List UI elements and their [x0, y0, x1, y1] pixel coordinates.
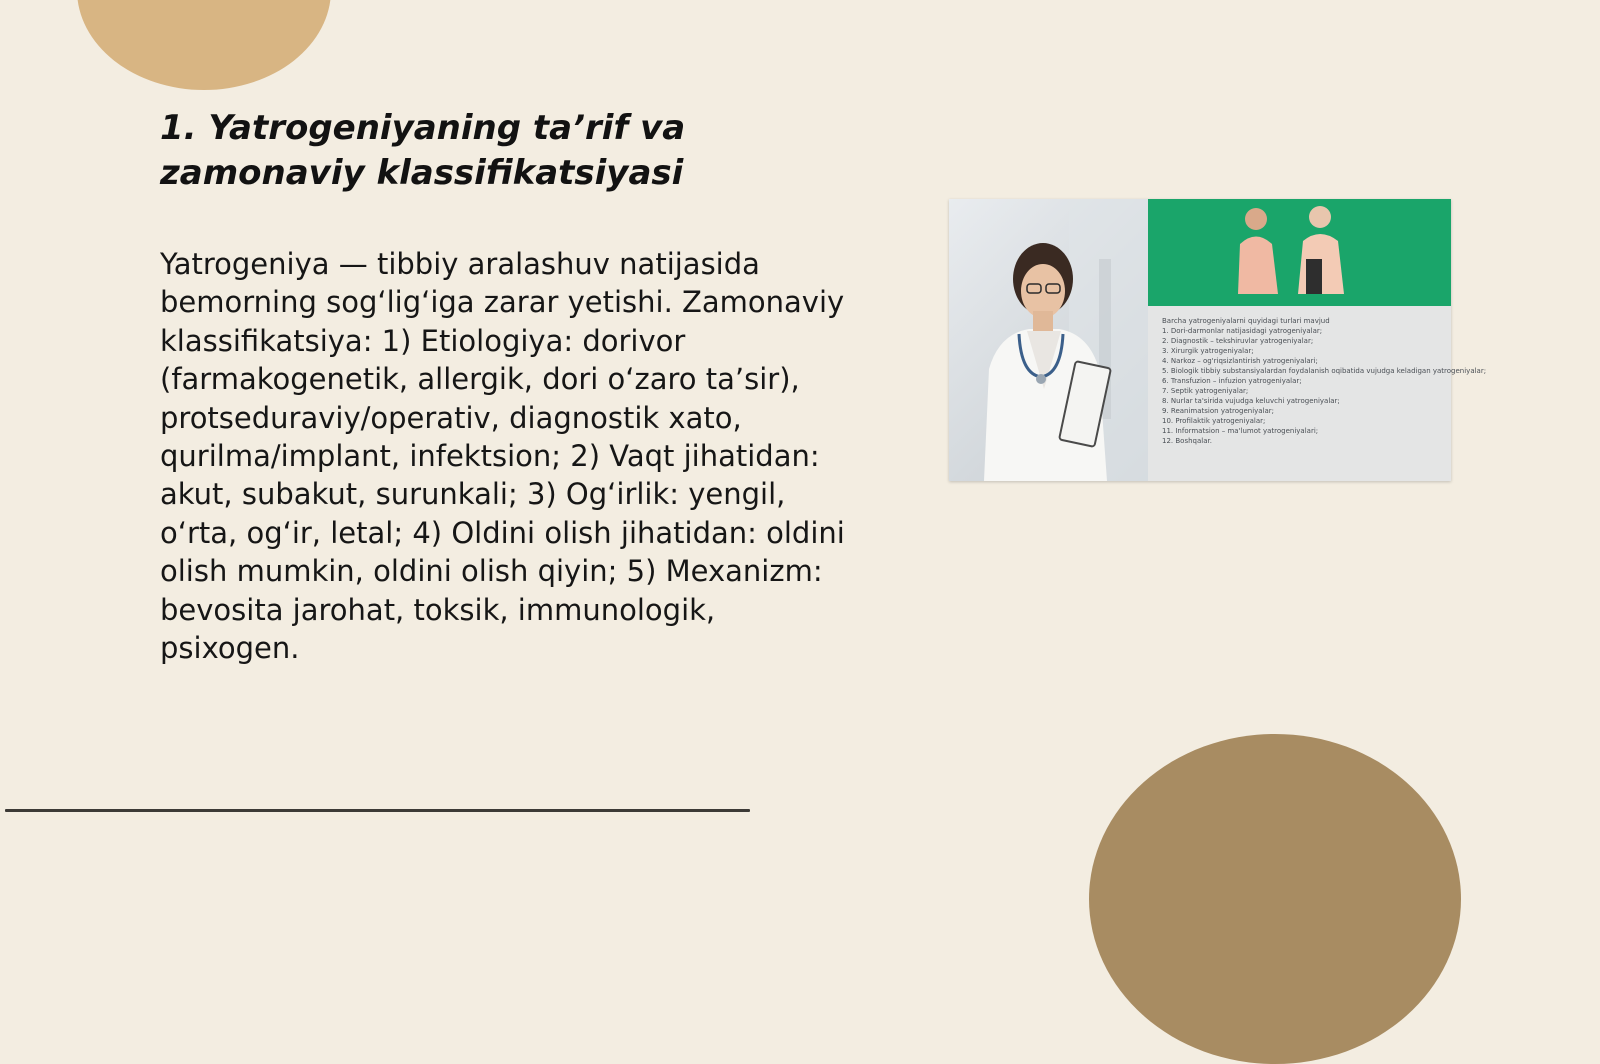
consultation-illustration — [1148, 199, 1451, 306]
figure-list — [1162, 316, 1487, 446]
slide-figure — [949, 199, 1487, 481]
list-item: 1. Dori-darmonlar natijasidagi yatrogeniyalar; — [1162, 327, 1323, 335]
list-item: 9. Reanimatsion yatrogeniyalar; — [1162, 407, 1275, 415]
divider-line — [5, 809, 750, 812]
slide-title: 1. Yatrogeniyaning ta’rif va zamonaviy klassifikatsiyasi — [160, 108, 686, 193]
decorative-circle-bottom — [1089, 734, 1461, 1064]
decorative-circle-top — [77, 0, 331, 90]
list-item: 11. Informatsion – ma'lumot yatrogeniyalari; — [1162, 427, 1319, 435]
doctor-photo — [949, 199, 1148, 481]
slide-body-text: Yatrogeniya — tibbiy aralashuv natijasida bemorning sog‘lig‘iga zarar yetishi. Zamonaviy klassifikatsiya: 1) Etiologiya: dorivor (farmakogenetik, allergik, dori o‘zaro ta’sir), protseduraviy/operativ, diagnostik xato, qurilma/implant, infektsion; 2) Vaqt jihatidan: akut, subakut, surunkali; 3) Og‘irlik: yengil, o‘rta, og‘ir, letal; 4) Oldini olish jihatidan: oldini olish mumkin, oldini olish qiyin; 5) Mexanizm: bevosita jarohat, toksik, immunologik, psixogen. — [160, 247, 845, 666]
list-item: 2. Diagnostik – tekshiruvlar yatrogeniyalar; — [1162, 337, 1314, 345]
list-item: 12. Boshqalar. — [1162, 437, 1212, 445]
list-item: Barcha yatrogeniyalarni quyidagi turlari mavjud — [1162, 317, 1330, 325]
list-item: 10. Profilaktik yatrogeniyalar; — [1162, 417, 1266, 425]
list-item: 6. Transfuzion – infuzion yatrogeniyalar; — [1162, 377, 1302, 385]
list-panel — [1148, 306, 1487, 481]
list-item: 3. Xirurgik yatrogeniyalar; — [1162, 347, 1254, 355]
list-item: 8. Nurlar ta'sirida vujudga keluvchi yatrogeniyalar; — [1162, 397, 1340, 405]
list-item: 7. Septik yatrogeniyalar; — [1162, 387, 1249, 395]
doctor-illustration — [949, 199, 1148, 481]
consultation-drawing — [1148, 199, 1451, 306]
list-item: 5. Biologik tibbiy substansiyalardan foydalanish oqibatida vujudga keladigan yatrogeniyalar; — [1162, 367, 1487, 375]
list-item: 4. Narkoz – og'riqsizlantirish yatrogeniyalari; — [1162, 357, 1318, 365]
